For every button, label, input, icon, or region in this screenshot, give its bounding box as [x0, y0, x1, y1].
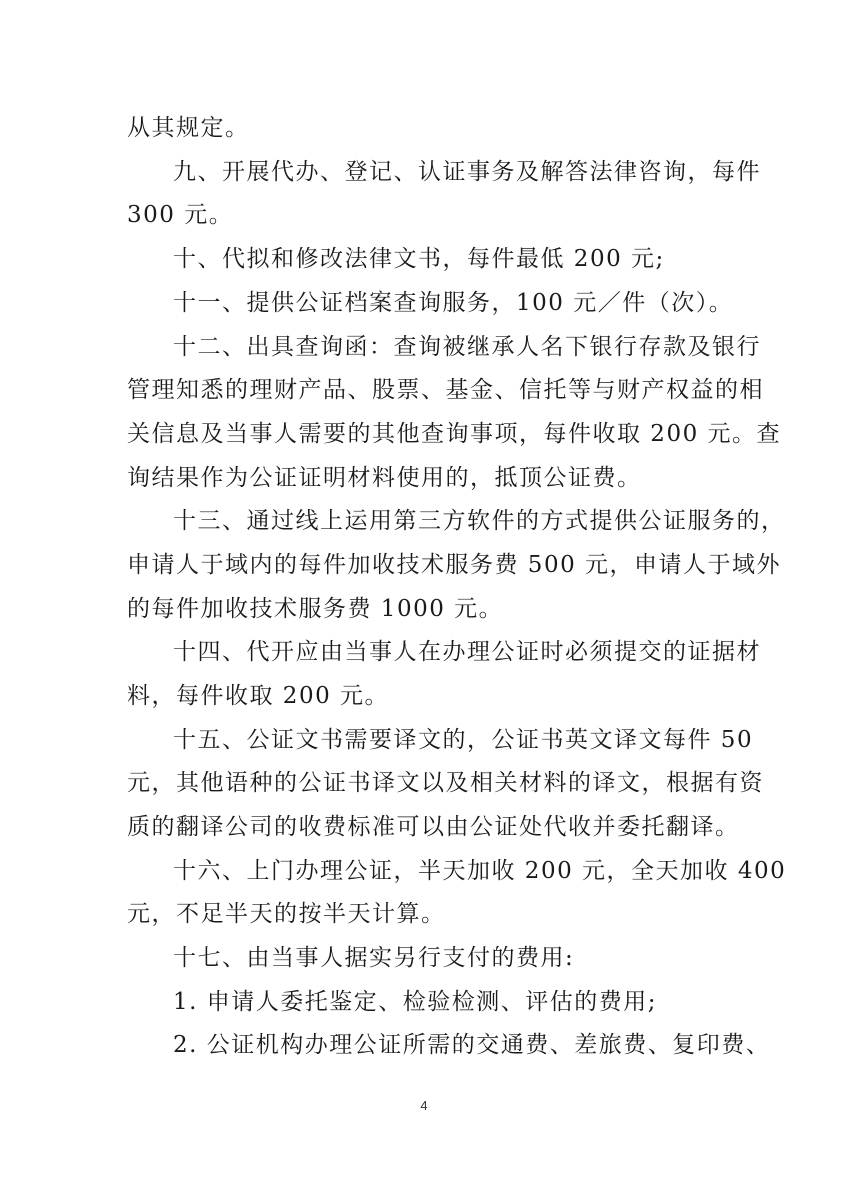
text-line: 从其规定。: [127, 115, 250, 141]
text-line: 2. 公证机构办理公证所需的交通费、差旅费、复印费、: [173, 1032, 771, 1058]
text-line: 询结果作为公证证明材料使用的，抵顶公证费。: [127, 465, 642, 491]
text-line: 关信息及当事人需要的其他查询事项，每件收取 200 元。查: [127, 421, 782, 447]
text-line: 质的翻译公司的收费标准可以由公证处代收并委托翻译。: [127, 814, 740, 840]
text-line: 十三、通过线上运用第三方软件的方式提供公证服务的，: [173, 508, 786, 534]
text-line: 元，其他语种的公证书译文以及相关材料的译文，根据有资: [127, 770, 764, 796]
text-line: 十七、由当事人据实另行支付的费用:: [173, 945, 575, 971]
text-line: 九、开展代办、登记、认证事务及解答法律咨询，每件: [173, 159, 761, 185]
text-line: 300 元。: [127, 202, 234, 228]
text-line: 十、代拟和修改法律文书，每件最低 200 元;: [173, 246, 665, 272]
page-number: 4: [420, 1098, 428, 1113]
text-line: 十一、提供公证档案查询服务，100 元／件（次）。: [173, 290, 734, 316]
text-line: 十二、出具查询函：查询被继承人名下银行存款及银行: [173, 334, 761, 360]
text-line: 的每件加收技术服务费 1000 元。: [127, 596, 504, 622]
text-line: 元，不足半天的按半天计算。: [127, 901, 446, 927]
text-line: 申请人于域内的每件加收技术服务费 500 元，申请人于域外: [127, 552, 782, 578]
text-line: 管理知悉的理财产品、股票、基金、信托等与财产权益的相: [127, 377, 764, 403]
text-line: 1. 申请人委托鉴定、检验检测、评估的费用;: [173, 989, 658, 1015]
text-line: 料，每件收取 200 元。: [127, 683, 390, 709]
text-line: 十六、上门办理公证，半天加收 200 元，全天加收 400: [173, 858, 787, 884]
text-line: 十四、代开应由当事人在办理公证时必须提交的证据材: [173, 639, 761, 665]
text-line: 十五、公证文书需要译文的，公证书英文译文每件 50: [173, 727, 754, 753]
